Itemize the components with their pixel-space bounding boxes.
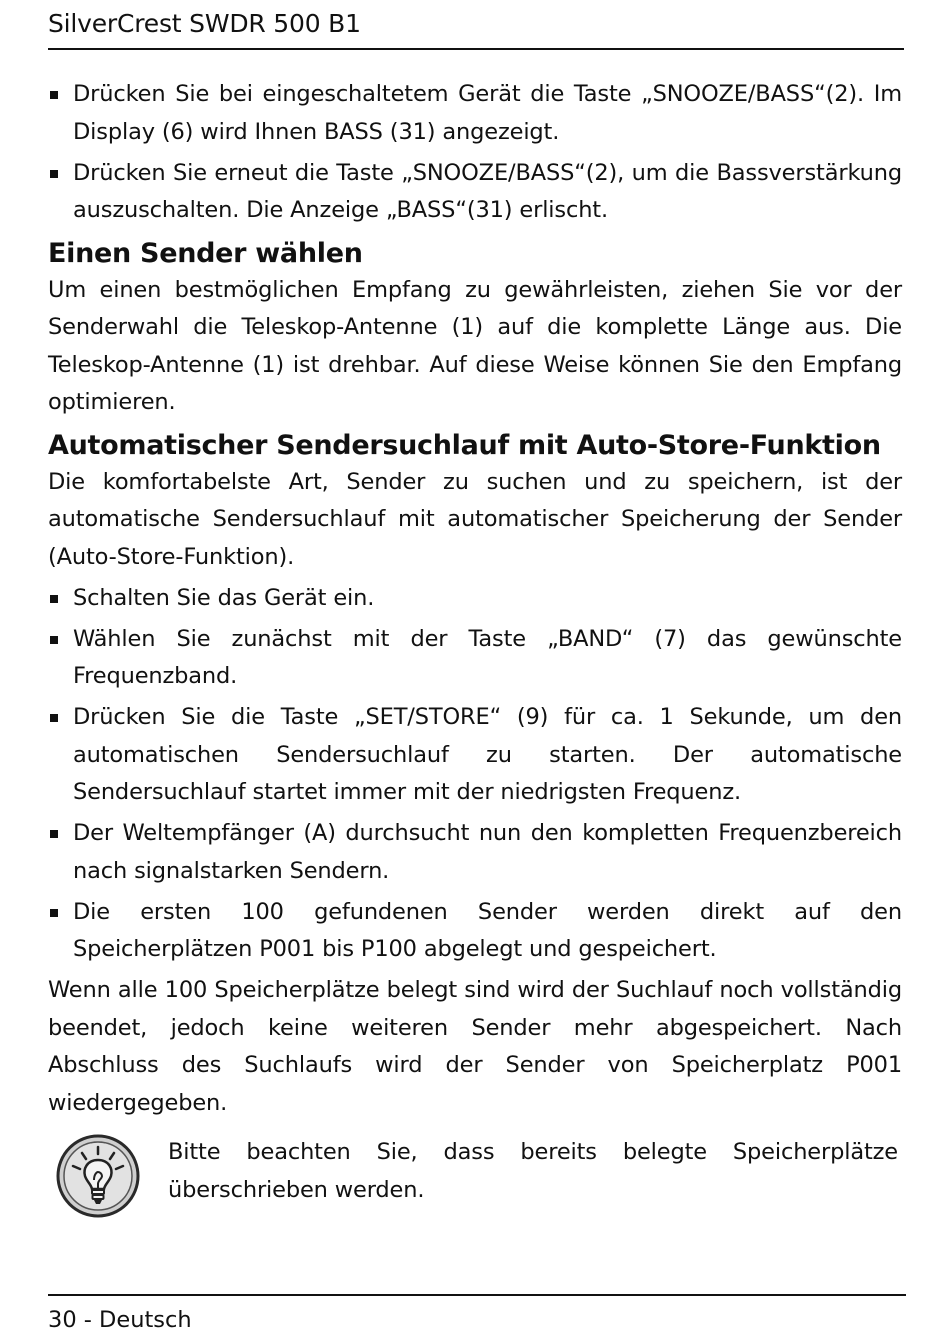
list-item-text: Drücken Sie erneut die Taste „SNOOZE/BASS“(2), um die Bassverstärkung auszuschalten. Die Anzeige „BASS“(31) erlischt. (73, 159, 902, 223)
list-item (48, 155, 902, 230)
section-paragraph: Um einen bestmöglichen Empfang zu gewährleisten, ziehen Sie vor der Senderwahl die Teleskop-Antenne (1) auf die komplette Länge aus. Die Teleskop-Antenne (1) ist drehbar. Auf diese Weise können Sie den Empfang optimieren. (48, 276, 902, 415)
list-item-text: Schalten Sie das Gerät ein. (73, 584, 375, 611)
bullet-icon (50, 830, 58, 838)
list-item (48, 580, 902, 618)
page-content (48, 76, 902, 1224)
note-box (48, 1134, 902, 1224)
list-item (48, 894, 902, 969)
section-paragraph: Die komfortabelste Art, Sender zu suchen und zu speichern, ist der automatische Sendersuchlauf mit automatischer Speicherung der Sender (Auto-Store-Funktion). (48, 468, 902, 570)
list-item (48, 76, 902, 151)
section-heading-sender-waehlen: Einen Sender wählen (48, 237, 363, 269)
page-number: 30 - Deutsch (48, 1307, 192, 1333)
page-footer (48, 1294, 906, 1336)
list-item-text: Der Weltempfänger (A) durchsucht nun den kompletten Frequenzbereich nach signalstarken Sendern. (73, 820, 902, 884)
bullet-icon (50, 91, 58, 99)
list-item-text: Drücken Sie bei eingeschaltetem Gerät die Taste „SNOOZE/BASS“(2). Im Display (6) wird Ihnen BASS (31) angezeigt. (73, 81, 902, 145)
section-heading-auto-store: Automatischer Sendersuchlauf mit Auto-Store-Funktion (48, 429, 881, 461)
list-item-text: Die ersten 100 gefundenen Sender werden direkt auf den Speicherplätzen P001 bis P100 abgelegt und gespeichert. (73, 898, 902, 962)
closing-paragraph: Wenn alle 100 Speicherplätze belegt sind wird der Suchlauf noch vollständig beendet, jedoch keine weiteren Sender mehr abgespeichert. Nach Abschluss des Suchlaufs wird der Sender von Speicherplatz P001 wiedergegeben. (48, 977, 902, 1116)
list-item-text: Wählen Sie zunächst mit der Taste „BAND“ (7) das gewünschte Frequenzband. (73, 625, 902, 689)
note-text: Bitte beachten Sie, dass bereits belegte Speicherplätze überschrieben werden. (168, 1139, 898, 1203)
bullet-icon (50, 714, 58, 722)
list-item-text: Drücken Sie die Taste „SET/STORE“ (9) für ca. 1 Sekunde, um den automatischen Sendersuchlauf zu starten. Der automatische Sendersuchlauf startet immer mit der niedrigsten Frequenz. (73, 704, 902, 805)
list-item (48, 815, 902, 890)
bullet-icon (50, 595, 58, 603)
bullet-icon (50, 170, 58, 178)
bullet-icon (50, 909, 58, 917)
lightbulb-icon (56, 1134, 140, 1218)
auto-store-bullet-list (48, 580, 902, 969)
intro-bullet-list (48, 76, 902, 230)
page-header (48, 6, 904, 50)
document-title: SilverCrest SWDR 500 B1 (48, 9, 361, 38)
bullet-icon (50, 636, 58, 644)
list-item (48, 699, 902, 812)
list-item (48, 621, 902, 696)
